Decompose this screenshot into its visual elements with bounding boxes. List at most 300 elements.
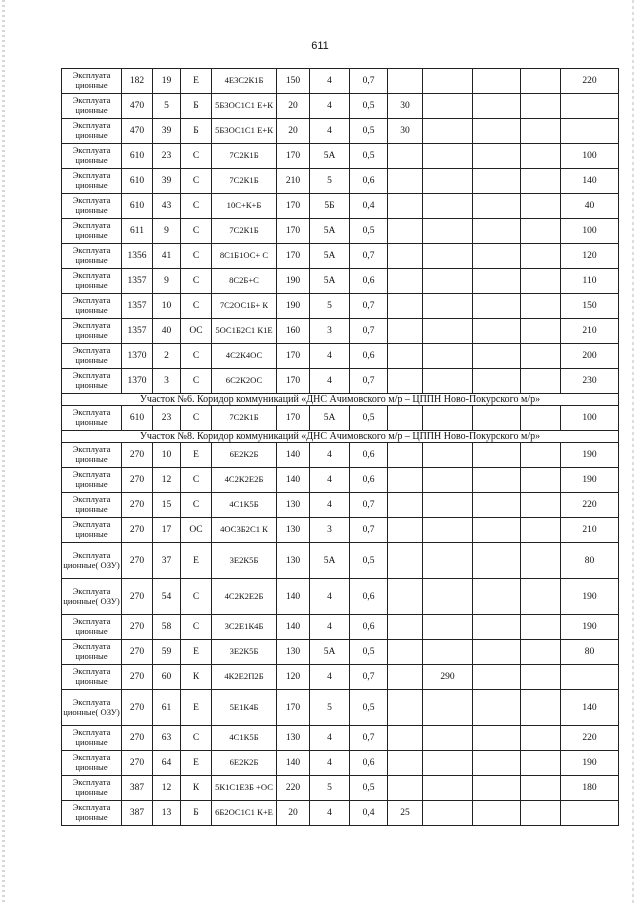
table-cell <box>423 194 473 219</box>
table-cell <box>473 94 521 119</box>
table-cell: 0,5 <box>350 119 388 144</box>
table-cell <box>388 518 423 543</box>
table-cell: 0,6 <box>350 615 388 640</box>
registry-body <box>62 69 619 826</box>
table-cell: 5ОС1Б2С1 К1Е <box>212 319 277 344</box>
table-cell: 0,7 <box>350 518 388 543</box>
table-cell: 7С2К1Б <box>212 144 277 169</box>
table-cell: 4 <box>310 751 350 776</box>
table-cell: Эксплуата ционные <box>62 319 122 344</box>
table-cell: 0,6 <box>350 344 388 369</box>
table-cell: 210 <box>561 518 619 543</box>
table-cell: 10С+К+Б <box>212 194 277 219</box>
table-cell <box>388 319 423 344</box>
table-cell: 5А <box>310 269 350 294</box>
table-cell: 6Е2К2Б <box>212 443 277 468</box>
table-cell: 4 <box>310 369 350 394</box>
table-cell <box>423 615 473 640</box>
table-row <box>62 518 619 543</box>
table-cell <box>388 579 423 615</box>
table-cell <box>423 219 473 244</box>
table-cell: Эксплуата ционные( ОЗУ) <box>62 579 122 615</box>
table-cell: 220 <box>561 69 619 94</box>
table-cell <box>423 543 473 579</box>
table-cell: 60 <box>153 665 181 690</box>
table-cell <box>521 269 561 294</box>
table-cell: С <box>181 344 212 369</box>
table-cell: 470 <box>122 94 153 119</box>
table-cell <box>473 801 521 826</box>
table-cell: С <box>181 294 212 319</box>
table-cell: 30 <box>388 119 423 144</box>
table-cell: 0,4 <box>350 194 388 219</box>
table-cell <box>521 294 561 319</box>
table-cell: 0,5 <box>350 144 388 169</box>
table-cell <box>473 493 521 518</box>
table-cell: 0,6 <box>350 579 388 615</box>
table-row <box>62 244 619 269</box>
table-cell: 610 <box>122 144 153 169</box>
table-cell: Эксплуата ционные <box>62 269 122 294</box>
table-cell <box>521 443 561 468</box>
table-cell: Эксплуата ционные <box>62 443 122 468</box>
table-cell: ОС <box>181 518 212 543</box>
table-cell: 100 <box>561 406 619 431</box>
table-cell <box>473 665 521 690</box>
table-cell: 5А <box>310 144 350 169</box>
table-cell <box>423 319 473 344</box>
table-cell: Эксплуата ционные <box>62 69 122 94</box>
table-cell: 270 <box>122 751 153 776</box>
table-cell: 64 <box>153 751 181 776</box>
table-cell: 190 <box>561 579 619 615</box>
table-cell <box>473 406 521 431</box>
table-cell <box>521 94 561 119</box>
table-cell: 270 <box>122 690 153 726</box>
table-cell: 7С2ОС1Б+ К <box>212 294 277 319</box>
table-cell: 160 <box>277 319 310 344</box>
table-cell <box>521 776 561 801</box>
table-cell <box>521 543 561 579</box>
table-cell <box>388 219 423 244</box>
table-cell: Эксплуата ционные <box>62 518 122 543</box>
table-cell: Эксплуата ционные <box>62 244 122 269</box>
table-cell <box>388 468 423 493</box>
table-cell: 5Б <box>310 194 350 219</box>
scan-edge-right <box>632 0 634 905</box>
table-cell <box>423 369 473 394</box>
table-cell <box>423 294 473 319</box>
table-row <box>62 269 619 294</box>
table-cell: 182 <box>122 69 153 94</box>
table-cell: 0,6 <box>350 751 388 776</box>
table-cell: 5Б3ОС1С1 Е+К <box>212 119 277 144</box>
table-cell: 4ОС3Б2С1 К <box>212 518 277 543</box>
table-cell: 190 <box>277 269 310 294</box>
table-cell <box>561 665 619 690</box>
table-cell: Е <box>181 543 212 579</box>
table-cell: 4 <box>310 119 350 144</box>
table-cell <box>521 369 561 394</box>
table-cell: 6С2К2ОС <box>212 369 277 394</box>
table-cell: 210 <box>561 319 619 344</box>
table-cell: Эксплуата ционные <box>62 726 122 751</box>
table-cell <box>423 119 473 144</box>
table-cell: 1356 <box>122 244 153 269</box>
table-cell: 5А <box>310 640 350 665</box>
table-cell: 8С1Б1ОС+ С <box>212 244 277 269</box>
table-cell <box>388 269 423 294</box>
table-cell: 4 <box>310 579 350 615</box>
table-cell <box>521 518 561 543</box>
table-cell: 270 <box>122 493 153 518</box>
table-cell <box>473 69 521 94</box>
table-cell: Е <box>181 443 212 468</box>
table-cell: Эксплуата ционные( ОЗУ) <box>62 690 122 726</box>
table-cell: 4С1К5Б <box>212 726 277 751</box>
table-cell: Эксплуата ционные <box>62 406 122 431</box>
table-cell <box>388 369 423 394</box>
table-cell: 10 <box>153 294 181 319</box>
table-cell <box>473 443 521 468</box>
table-cell: 220 <box>277 776 310 801</box>
table-cell <box>388 776 423 801</box>
table-row <box>62 406 619 431</box>
table-cell <box>423 269 473 294</box>
table-cell <box>473 369 521 394</box>
table-cell: Эксплуата ционные <box>62 344 122 369</box>
table-cell: 4 <box>310 344 350 369</box>
table-cell: Эксплуата ционные <box>62 369 122 394</box>
table-cell: Эксплуата ционные( ОЗУ) <box>62 543 122 579</box>
table-cell: 5Б3ОС1С1 Е+К <box>212 94 277 119</box>
table-cell <box>423 518 473 543</box>
table-cell: 0,5 <box>350 406 388 431</box>
table-cell: Е <box>181 751 212 776</box>
table-cell: 39 <box>153 169 181 194</box>
table-cell <box>423 443 473 468</box>
table-cell <box>388 443 423 468</box>
table-cell: С <box>181 244 212 269</box>
page-number: 611 <box>311 40 329 52</box>
table-row <box>62 640 619 665</box>
table-cell: Эксплуата ционные <box>62 94 122 119</box>
table-row <box>62 219 619 244</box>
table-row <box>62 319 619 344</box>
table-row <box>62 69 619 94</box>
table-row <box>62 665 619 690</box>
table-cell <box>388 144 423 169</box>
table-cell: С <box>181 579 212 615</box>
table-cell: 387 <box>122 776 153 801</box>
table-cell: 1370 <box>122 369 153 394</box>
table-cell <box>521 119 561 144</box>
table-cell: 200 <box>561 344 619 369</box>
table-cell: 120 <box>277 665 310 690</box>
table-cell: 0,5 <box>350 776 388 801</box>
table-cell: 190 <box>561 751 619 776</box>
table-cell <box>521 194 561 219</box>
table-cell: 6Е2К2Б <box>212 751 277 776</box>
table-cell: 0,7 <box>350 665 388 690</box>
table-cell: С <box>181 369 212 394</box>
table-cell: 130 <box>277 640 310 665</box>
table-cell: 37 <box>153 543 181 579</box>
table-cell <box>521 640 561 665</box>
table-cell: 5А <box>310 219 350 244</box>
table-cell: 270 <box>122 665 153 690</box>
table-cell: 54 <box>153 579 181 615</box>
table-cell: 3 <box>153 369 181 394</box>
table-cell: 0,7 <box>350 244 388 269</box>
section-title: Участок №8. Коридор коммуникаций «ДНС Ачимовского м/р – ЦППН Ново-Покурского м/р» <box>62 431 619 443</box>
table-cell: 0,6 <box>350 269 388 294</box>
table-cell: 150 <box>277 69 310 94</box>
table-cell <box>423 244 473 269</box>
table-cell <box>521 493 561 518</box>
table-cell <box>423 751 473 776</box>
table-cell: 0,7 <box>350 319 388 344</box>
table-cell <box>473 468 521 493</box>
table-cell <box>473 294 521 319</box>
table-cell: 41 <box>153 244 181 269</box>
table-cell <box>388 194 423 219</box>
table-cell: 0,4 <box>350 801 388 826</box>
table-cell: 270 <box>122 615 153 640</box>
table-cell: Эксплуата ционные <box>62 801 122 826</box>
table-row <box>62 94 619 119</box>
table-cell: 190 <box>277 294 310 319</box>
table-cell: 59 <box>153 640 181 665</box>
table-cell: С <box>181 269 212 294</box>
table-cell <box>388 615 423 640</box>
table-cell: 4 <box>310 615 350 640</box>
table-cell: Эксплуата ционные <box>62 751 122 776</box>
table-cell: 7С2К1Б <box>212 219 277 244</box>
table-row <box>62 801 619 826</box>
table-cell <box>473 119 521 144</box>
table-cell: 0,6 <box>350 443 388 468</box>
table-cell: 130 <box>277 726 310 751</box>
table-cell <box>473 690 521 726</box>
table-cell <box>521 615 561 640</box>
table-cell: 20 <box>277 94 310 119</box>
table-cell <box>473 219 521 244</box>
table-cell: 230 <box>561 369 619 394</box>
table-cell: 0,7 <box>350 369 388 394</box>
table-row <box>62 144 619 169</box>
table-row <box>62 726 619 751</box>
table-cell <box>473 344 521 369</box>
table-cell <box>423 94 473 119</box>
table-cell: 5 <box>153 94 181 119</box>
table-cell: Эксплуата ционные <box>62 776 122 801</box>
table-cell: 4 <box>310 468 350 493</box>
table-cell: 5Е1К4Б <box>212 690 277 726</box>
table-cell: 43 <box>153 194 181 219</box>
forest-registry-table <box>61 68 619 826</box>
table-cell: 150 <box>561 294 619 319</box>
table-cell: 5К1С1Е3Б +ОС <box>212 776 277 801</box>
table-cell <box>423 640 473 665</box>
table-cell: 4 <box>310 69 350 94</box>
table-cell: 210 <box>277 169 310 194</box>
table-cell <box>423 690 473 726</box>
table-cell: 5 <box>310 169 350 194</box>
table-cell <box>473 726 521 751</box>
table-cell <box>473 244 521 269</box>
table-cell: 4Е3С2К1Б <box>212 69 277 94</box>
table-cell: Эксплуата ционные <box>62 219 122 244</box>
table-cell: 140 <box>277 615 310 640</box>
table-cell <box>423 344 473 369</box>
table-cell: 63 <box>153 726 181 751</box>
table-cell: 100 <box>561 144 619 169</box>
table-cell <box>521 344 561 369</box>
table-cell: 0,6 <box>350 169 388 194</box>
table-cell <box>423 801 473 826</box>
table-cell: 4С2К4ОС <box>212 344 277 369</box>
table-cell: 4 <box>310 665 350 690</box>
table-cell <box>388 169 423 194</box>
table-cell <box>521 690 561 726</box>
table-cell: 4 <box>310 801 350 826</box>
table-cell: 30 <box>388 94 423 119</box>
table-cell: 58 <box>153 615 181 640</box>
table-cell <box>521 144 561 169</box>
table-cell: 9 <box>153 269 181 294</box>
table-cell: Б <box>181 119 212 144</box>
table-cell: 19 <box>153 69 181 94</box>
table-cell: Эксплуата ционные <box>62 493 122 518</box>
table-cell: 25 <box>388 801 423 826</box>
table-cell: 4С1К5Б <box>212 493 277 518</box>
table-cell: 610 <box>122 169 153 194</box>
table-cell <box>521 801 561 826</box>
table-cell: 80 <box>561 640 619 665</box>
table-row <box>62 344 619 369</box>
table-row <box>62 776 619 801</box>
table-cell <box>561 94 619 119</box>
scan-edge-left <box>2 0 5 905</box>
table-cell: 270 <box>122 726 153 751</box>
table-cell: 4С2К2Е2Б <box>212 468 277 493</box>
table-cell <box>388 244 423 269</box>
table-cell <box>521 406 561 431</box>
table-cell <box>388 640 423 665</box>
table-cell: 170 <box>277 344 310 369</box>
section-header-row <box>62 394 619 406</box>
table-cell: 180 <box>561 776 619 801</box>
table-cell: 120 <box>561 244 619 269</box>
table-cell: 23 <box>153 406 181 431</box>
table-cell: 0,7 <box>350 69 388 94</box>
table-cell: 12 <box>153 468 181 493</box>
table-cell: С <box>181 219 212 244</box>
table-cell <box>388 69 423 94</box>
table-cell: 0,5 <box>350 690 388 726</box>
table-cell: 4 <box>310 443 350 468</box>
table-cell: Е <box>181 640 212 665</box>
section-title: Участок №6. Коридор коммуникаций «ДНС Ачимовского м/р – ЦППН Ново-Покурского м/р» <box>62 394 619 406</box>
table-cell <box>521 244 561 269</box>
table-cell <box>423 468 473 493</box>
table-cell: 170 <box>277 194 310 219</box>
table-cell <box>521 751 561 776</box>
table-row <box>62 690 619 726</box>
table-cell: 1357 <box>122 294 153 319</box>
table-cell: 170 <box>277 690 310 726</box>
table-cell: 0,5 <box>350 94 388 119</box>
table-row <box>62 194 619 219</box>
table-cell <box>473 319 521 344</box>
table-cell: 6Б2ОС1С1 К+Е <box>212 801 277 826</box>
table-cell: Эксплуата ционные <box>62 294 122 319</box>
table-cell <box>388 344 423 369</box>
table-cell: 4К2Е2П2Б <box>212 665 277 690</box>
table-cell: С <box>181 144 212 169</box>
table-cell <box>521 468 561 493</box>
table-cell: Б <box>181 94 212 119</box>
table-cell: 4С2К2Е2Б <box>212 579 277 615</box>
table-cell <box>473 751 521 776</box>
table-cell: 1357 <box>122 269 153 294</box>
table-cell <box>388 690 423 726</box>
table-cell <box>521 579 561 615</box>
table-cell: 5А <box>310 543 350 579</box>
table-cell <box>473 640 521 665</box>
table-cell: 130 <box>277 518 310 543</box>
table-cell: Е <box>181 69 212 94</box>
table-cell: 170 <box>277 406 310 431</box>
table-row <box>62 579 619 615</box>
table-cell <box>473 194 521 219</box>
table-cell: С <box>181 615 212 640</box>
table-cell <box>473 615 521 640</box>
table-cell <box>521 665 561 690</box>
table-cell <box>388 543 423 579</box>
table-row <box>62 169 619 194</box>
table-cell: 3Е2К5Б <box>212 640 277 665</box>
table-cell: 611 <box>122 219 153 244</box>
table-cell: 290 <box>423 665 473 690</box>
table-cell: 140 <box>277 443 310 468</box>
table-cell: С <box>181 726 212 751</box>
table-cell: К <box>181 665 212 690</box>
table-cell: 3Е2К5Б <box>212 543 277 579</box>
table-cell: 170 <box>277 144 310 169</box>
table-cell: С <box>181 406 212 431</box>
table-cell <box>561 119 619 144</box>
table-cell: Эксплуата ционные <box>62 468 122 493</box>
table-cell: 9 <box>153 219 181 244</box>
table-cell <box>473 543 521 579</box>
table-cell: 0,7 <box>350 726 388 751</box>
table-cell: 2 <box>153 344 181 369</box>
table-cell: 4 <box>310 493 350 518</box>
table-cell: 190 <box>561 468 619 493</box>
table-cell: 610 <box>122 194 153 219</box>
table-cell: 5 <box>310 776 350 801</box>
table-cell: Эксплуата ционные <box>62 615 122 640</box>
table-cell: 80 <box>561 543 619 579</box>
table-cell: 13 <box>153 801 181 826</box>
table-cell: 190 <box>561 615 619 640</box>
table-cell: 0,7 <box>350 294 388 319</box>
table-cell <box>473 518 521 543</box>
table-cell: 12 <box>153 776 181 801</box>
table-cell <box>423 493 473 518</box>
